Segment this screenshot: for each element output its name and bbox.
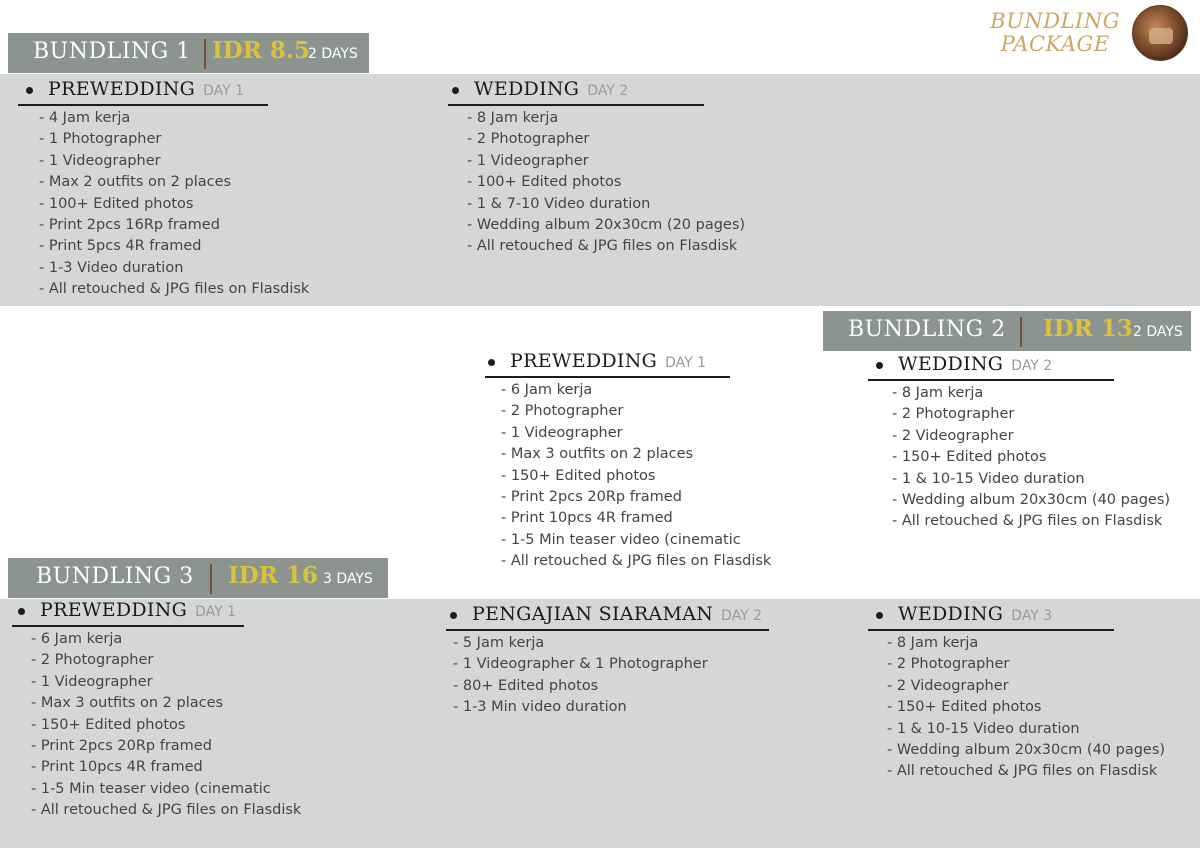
section-title: WEDDING: [898, 353, 1004, 375]
list-item: - 8 Jam kerja: [892, 385, 984, 401]
logo-text: [990, 10, 1120, 56]
bundle-price: IDR 13: [1043, 315, 1133, 342]
list-item: - 5 Jam kerja: [453, 635, 545, 651]
bundle-price: IDR 8.5: [212, 37, 310, 64]
section-day: DAY 1: [195, 604, 237, 620]
list-item: - 6 Jam kerja: [31, 631, 123, 647]
section-rule: [485, 376, 730, 378]
bundling-1-label: [8, 33, 369, 73]
list-item: - 150+ Edited photos: [892, 449, 1047, 466]
logo-line-2: PACKAGE: [1000, 32, 1110, 56]
bundling-3-label: [8, 558, 388, 598]
list-item: - 6 Jam kerja: [501, 382, 593, 398]
list-item: - 1-5 Min teaser video (cinematic: [501, 531, 741, 548]
list-item: - All retouched & JPG files on Flasdisk: [887, 763, 1158, 780]
list-item: - Print 2pcs 16Rp framed: [39, 217, 220, 234]
list-item: - All retouched & JPG files on Flasdisk: [892, 513, 1163, 530]
list-item: - All retouched & JPG files on Flasdisk: [39, 281, 310, 298]
list-item: - 1 Videographer: [31, 673, 153, 690]
section-rule: [868, 379, 1114, 381]
bullet-icon: [26, 87, 33, 94]
list-item: - Wedding album 20x30cm (40 pages): [892, 492, 1171, 509]
bundle-1-wedding: [452, 75, 745, 258]
bundle-name: BUNDLING 1: [33, 39, 191, 64]
section-rule: [18, 104, 268, 106]
label-divider: [210, 564, 212, 594]
bundle-2-prewedding: [488, 347, 771, 573]
list-item: - 2 Photographer: [467, 131, 590, 148]
label-divider: [204, 39, 206, 69]
section-rule: [12, 625, 244, 627]
section-rule: [448, 104, 704, 106]
list-item: - All retouched & JPG files on Flasdisk: [467, 238, 738, 255]
section-day: DAY 2: [721, 608, 763, 624]
bundle-days: 2 DAYS: [1133, 324, 1183, 340]
list-item: - 2 Photographer: [892, 406, 1015, 423]
list-item: - 1 & 7-10 Video duration: [467, 195, 651, 212]
list-item: - 1 & 10-15 Video duration: [887, 720, 1080, 737]
section-day: DAY 1: [203, 83, 245, 99]
list-item: - 2 Photographer: [887, 656, 1010, 673]
list-item: - Wedding album 20x30cm (40 pages): [887, 742, 1166, 759]
list-item: - Max 2 outfits on 2 places: [39, 174, 232, 191]
list-item: - 2 Photographer: [31, 652, 154, 669]
list-item: - 80+ Edited photos: [453, 677, 599, 694]
list-item: - Print 2pcs 20Rp framed: [31, 738, 212, 755]
list-item: - 1 Videographer: [39, 152, 161, 169]
list-item: - 150+ Edited photos: [887, 699, 1042, 716]
bundle-1-prewedding: [26, 75, 309, 301]
list-item: - 1 Videographer: [501, 424, 623, 441]
bullet-icon: [876, 612, 883, 619]
list-item: - 1-3 Video duration: [39, 259, 184, 276]
bundling-2-label: [823, 311, 1191, 351]
bundle-3-wedding: [876, 600, 1165, 783]
list-item: - Max 3 outfits on 2 places: [31, 695, 224, 712]
section-day: DAY 2: [1011, 358, 1053, 374]
list-item: - Wedding album 20x30cm (20 pages): [467, 217, 746, 234]
list-item: - 1 Photographer: [39, 131, 162, 148]
bundle-3-pengajian-siaraman: [450, 600, 763, 719]
logo-line-1: BUNDLING: [990, 9, 1120, 33]
list-item: - Print 10pcs 4R framed: [31, 759, 203, 776]
bullet-icon: [876, 362, 883, 369]
section-title: WEDDING: [474, 78, 580, 100]
bullet-icon: [18, 608, 25, 615]
bundle-2-wedding: [876, 350, 1170, 533]
section-title: PENGAJIAN SIARAMAN: [472, 603, 714, 625]
list-item: - Print 2pcs 20Rp framed: [501, 489, 682, 506]
list-item: - 150+ Edited photos: [31, 716, 186, 733]
label-divider: [1020, 317, 1022, 347]
list-item: - 2 Videographer: [887, 677, 1009, 694]
list-item: - 1-5 Min teaser video (cinematic: [31, 780, 271, 797]
bundle-3-prewedding: [18, 596, 301, 822]
list-item: - 100+ Edited photos: [39, 195, 194, 212]
bundle-price: IDR 16: [228, 562, 318, 589]
section-rule: [868, 629, 1114, 631]
logo-emblem-icon: [1132, 5, 1188, 61]
list-item: - 150+ Edited photos: [501, 467, 656, 484]
section-day: DAY 1: [665, 355, 707, 371]
list-item: - 1 Videographer: [467, 152, 589, 169]
list-item: - All retouched & JPG files on Flasdisk: [31, 802, 302, 819]
bullet-icon: [452, 87, 459, 94]
section-title: PREWEDDING: [48, 78, 196, 100]
list-item: - 8 Jam kerja: [887, 635, 979, 651]
list-item: - 1 Videographer & 1 Photographer: [453, 656, 708, 673]
list-item: - 2 Photographer: [501, 403, 624, 420]
list-item: - 2 Videographer: [892, 427, 1014, 444]
bundle-days: 2 DAYS: [308, 46, 358, 62]
list-item: - 100+ Edited photos: [467, 174, 622, 191]
bundle-days: 3 DAYS: [323, 571, 373, 587]
section-title: PREWEDDING: [40, 599, 188, 621]
section-title: PREWEDDING: [510, 350, 658, 372]
list-item: - 8 Jam kerja: [467, 110, 559, 126]
list-item: - Print 5pcs 4R framed: [39, 238, 202, 255]
bundle-name: BUNDLING 2: [848, 317, 1006, 342]
section-day: DAY 3: [1011, 608, 1053, 624]
list-item: - Print 10pcs 4R framed: [501, 510, 673, 527]
bullet-icon: [488, 359, 495, 366]
bullet-icon: [450, 612, 457, 619]
list-item: - 1 & 10-15 Video duration: [892, 470, 1085, 487]
section-day: DAY 2: [587, 83, 629, 99]
list-item: - 1-3 Min video duration: [453, 699, 627, 716]
section-title: WEDDING: [898, 603, 1004, 625]
list-item: - Max 3 outfits on 2 places: [501, 446, 694, 463]
bundle-name: BUNDLING 3: [36, 564, 194, 589]
section-rule: [446, 629, 769, 631]
list-item: - 4 Jam kerja: [39, 110, 131, 126]
list-item: - All retouched & JPG files on Flasdisk: [501, 553, 772, 570]
